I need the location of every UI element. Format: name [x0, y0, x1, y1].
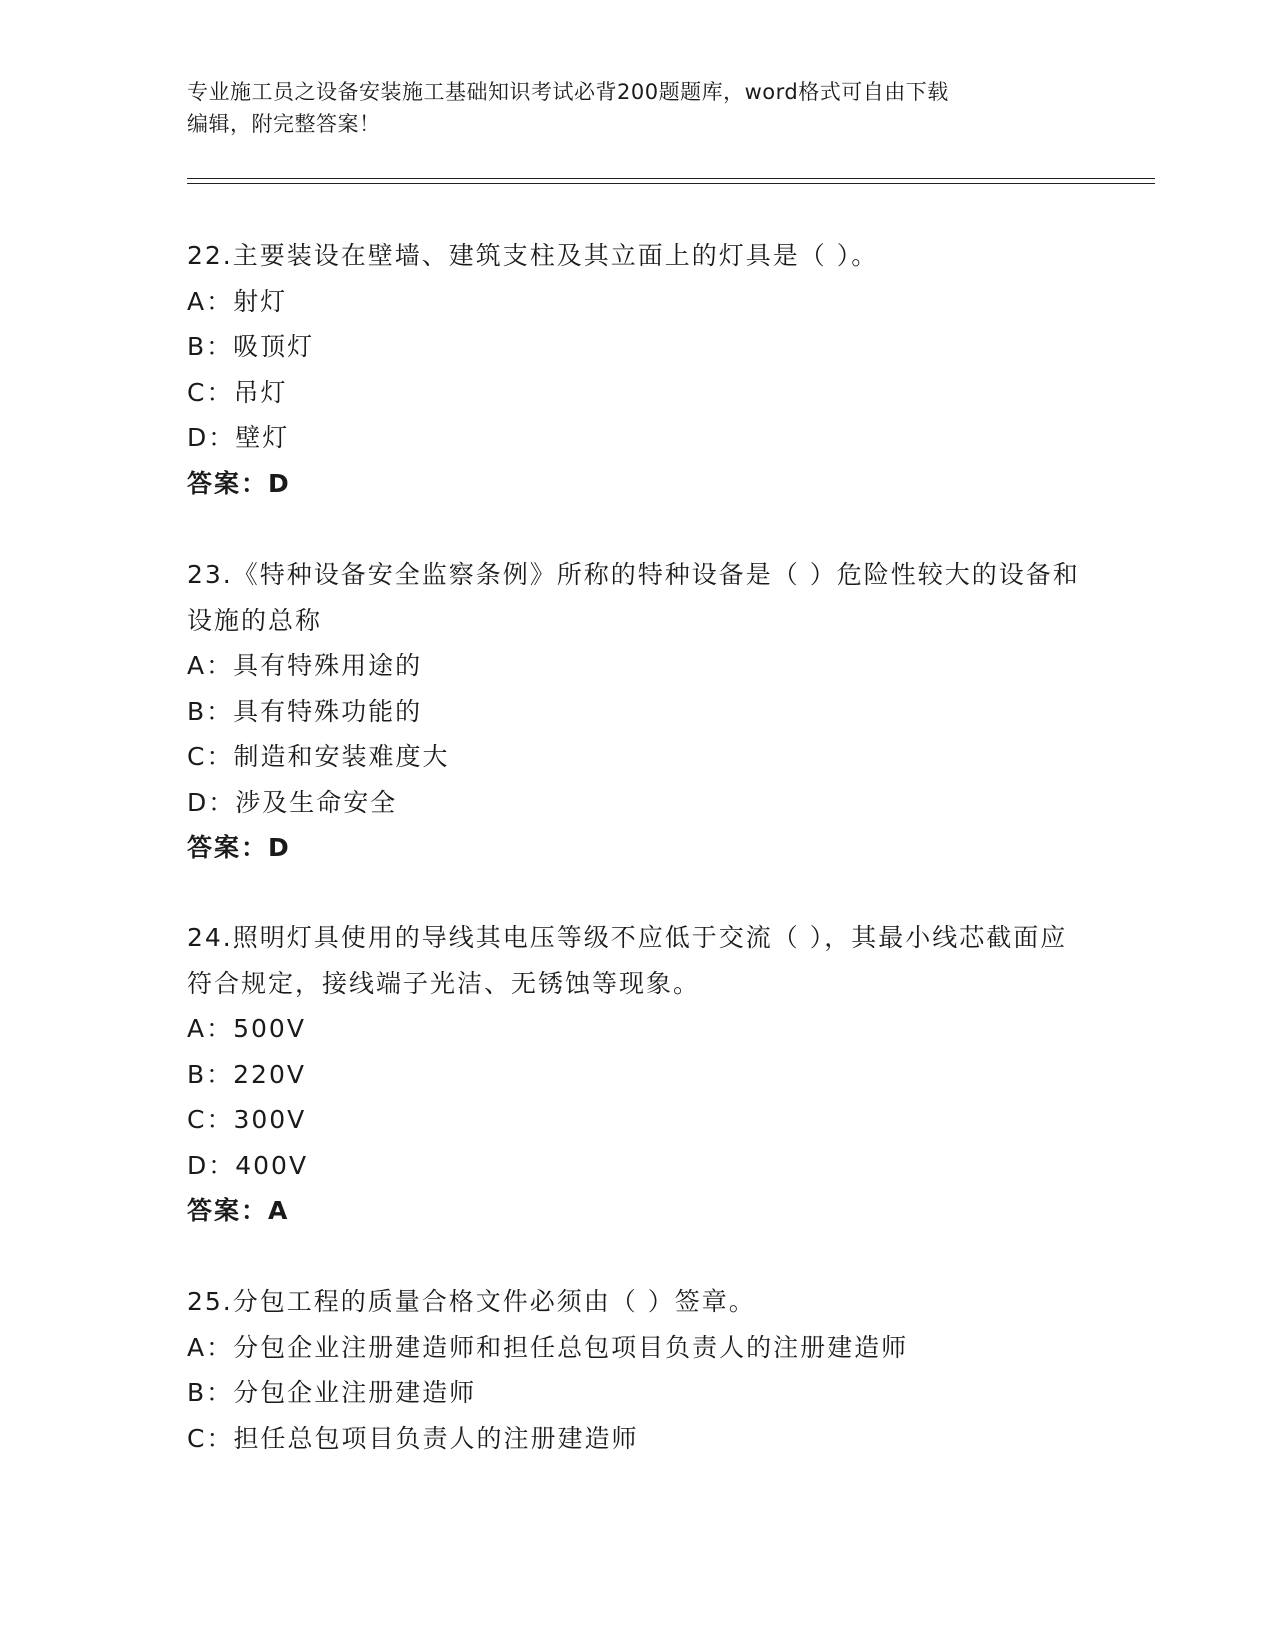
option-a: A：分包企业注册建造师和担任总包项目负责人的注册建造师 [187, 1332, 909, 1362]
question-text: 22.主要装设在壁墙、建筑支柱及其立面上的灯具是（ ）。 [187, 241, 879, 270]
header-line-1: 专业施工员之设备安装施工基础知识考试必背200题题库，word格式可自由下载 [187, 80, 949, 104]
option-d: D：壁灯 [187, 423, 290, 452]
option-b: B：分包企业注册建造师 [187, 1378, 477, 1407]
document-header [187, 76, 1077, 140]
question-23 [187, 552, 1087, 871]
header-line-2: 编辑，附完整答案！ [187, 112, 381, 136]
answer: 答案：A [187, 1196, 290, 1225]
question-text: 25.分包工程的质量合格文件必须由（ ）签章。 [187, 1287, 756, 1316]
option-d: D：涉及生命安全 [187, 787, 398, 817]
question-text: 24.照明灯具使用的导线其电压等级不应低于交流（ ），其最小线芯截面应符合规定，接线端子光洁、无锈蚀等现象。 [187, 923, 1068, 998]
question-text: 23.《特种设备安全监察条例》所称的特种设备是（ ）危险性较大的设备和设施的总称 [187, 560, 1080, 635]
option-d: D：400V [187, 1150, 309, 1180]
option-b: B：吸顶灯 [187, 332, 315, 361]
option-c: C：300V [187, 1105, 307, 1134]
question-24 [187, 915, 1087, 1234]
header-divider-top [187, 178, 1155, 179]
option-a: A：射灯 [187, 286, 288, 316]
answer: 答案：D [187, 468, 291, 498]
option-b: B：220V [187, 1059, 306, 1089]
question-25 [187, 1279, 1087, 1461]
option-c: C：制造和安装难度大 [187, 742, 450, 771]
question-22 [187, 233, 1087, 506]
option-c: C：担任总包项目负责人的注册建造师 [187, 1423, 639, 1453]
option-c: C：吊灯 [187, 377, 288, 407]
answer: 答案：D [187, 833, 291, 862]
option-b: B：具有特殊功能的 [187, 696, 423, 726]
option-a: A：具有特殊用途的 [187, 651, 423, 680]
option-a: A：500V [187, 1014, 306, 1043]
header-divider-bottom [187, 183, 1155, 184]
